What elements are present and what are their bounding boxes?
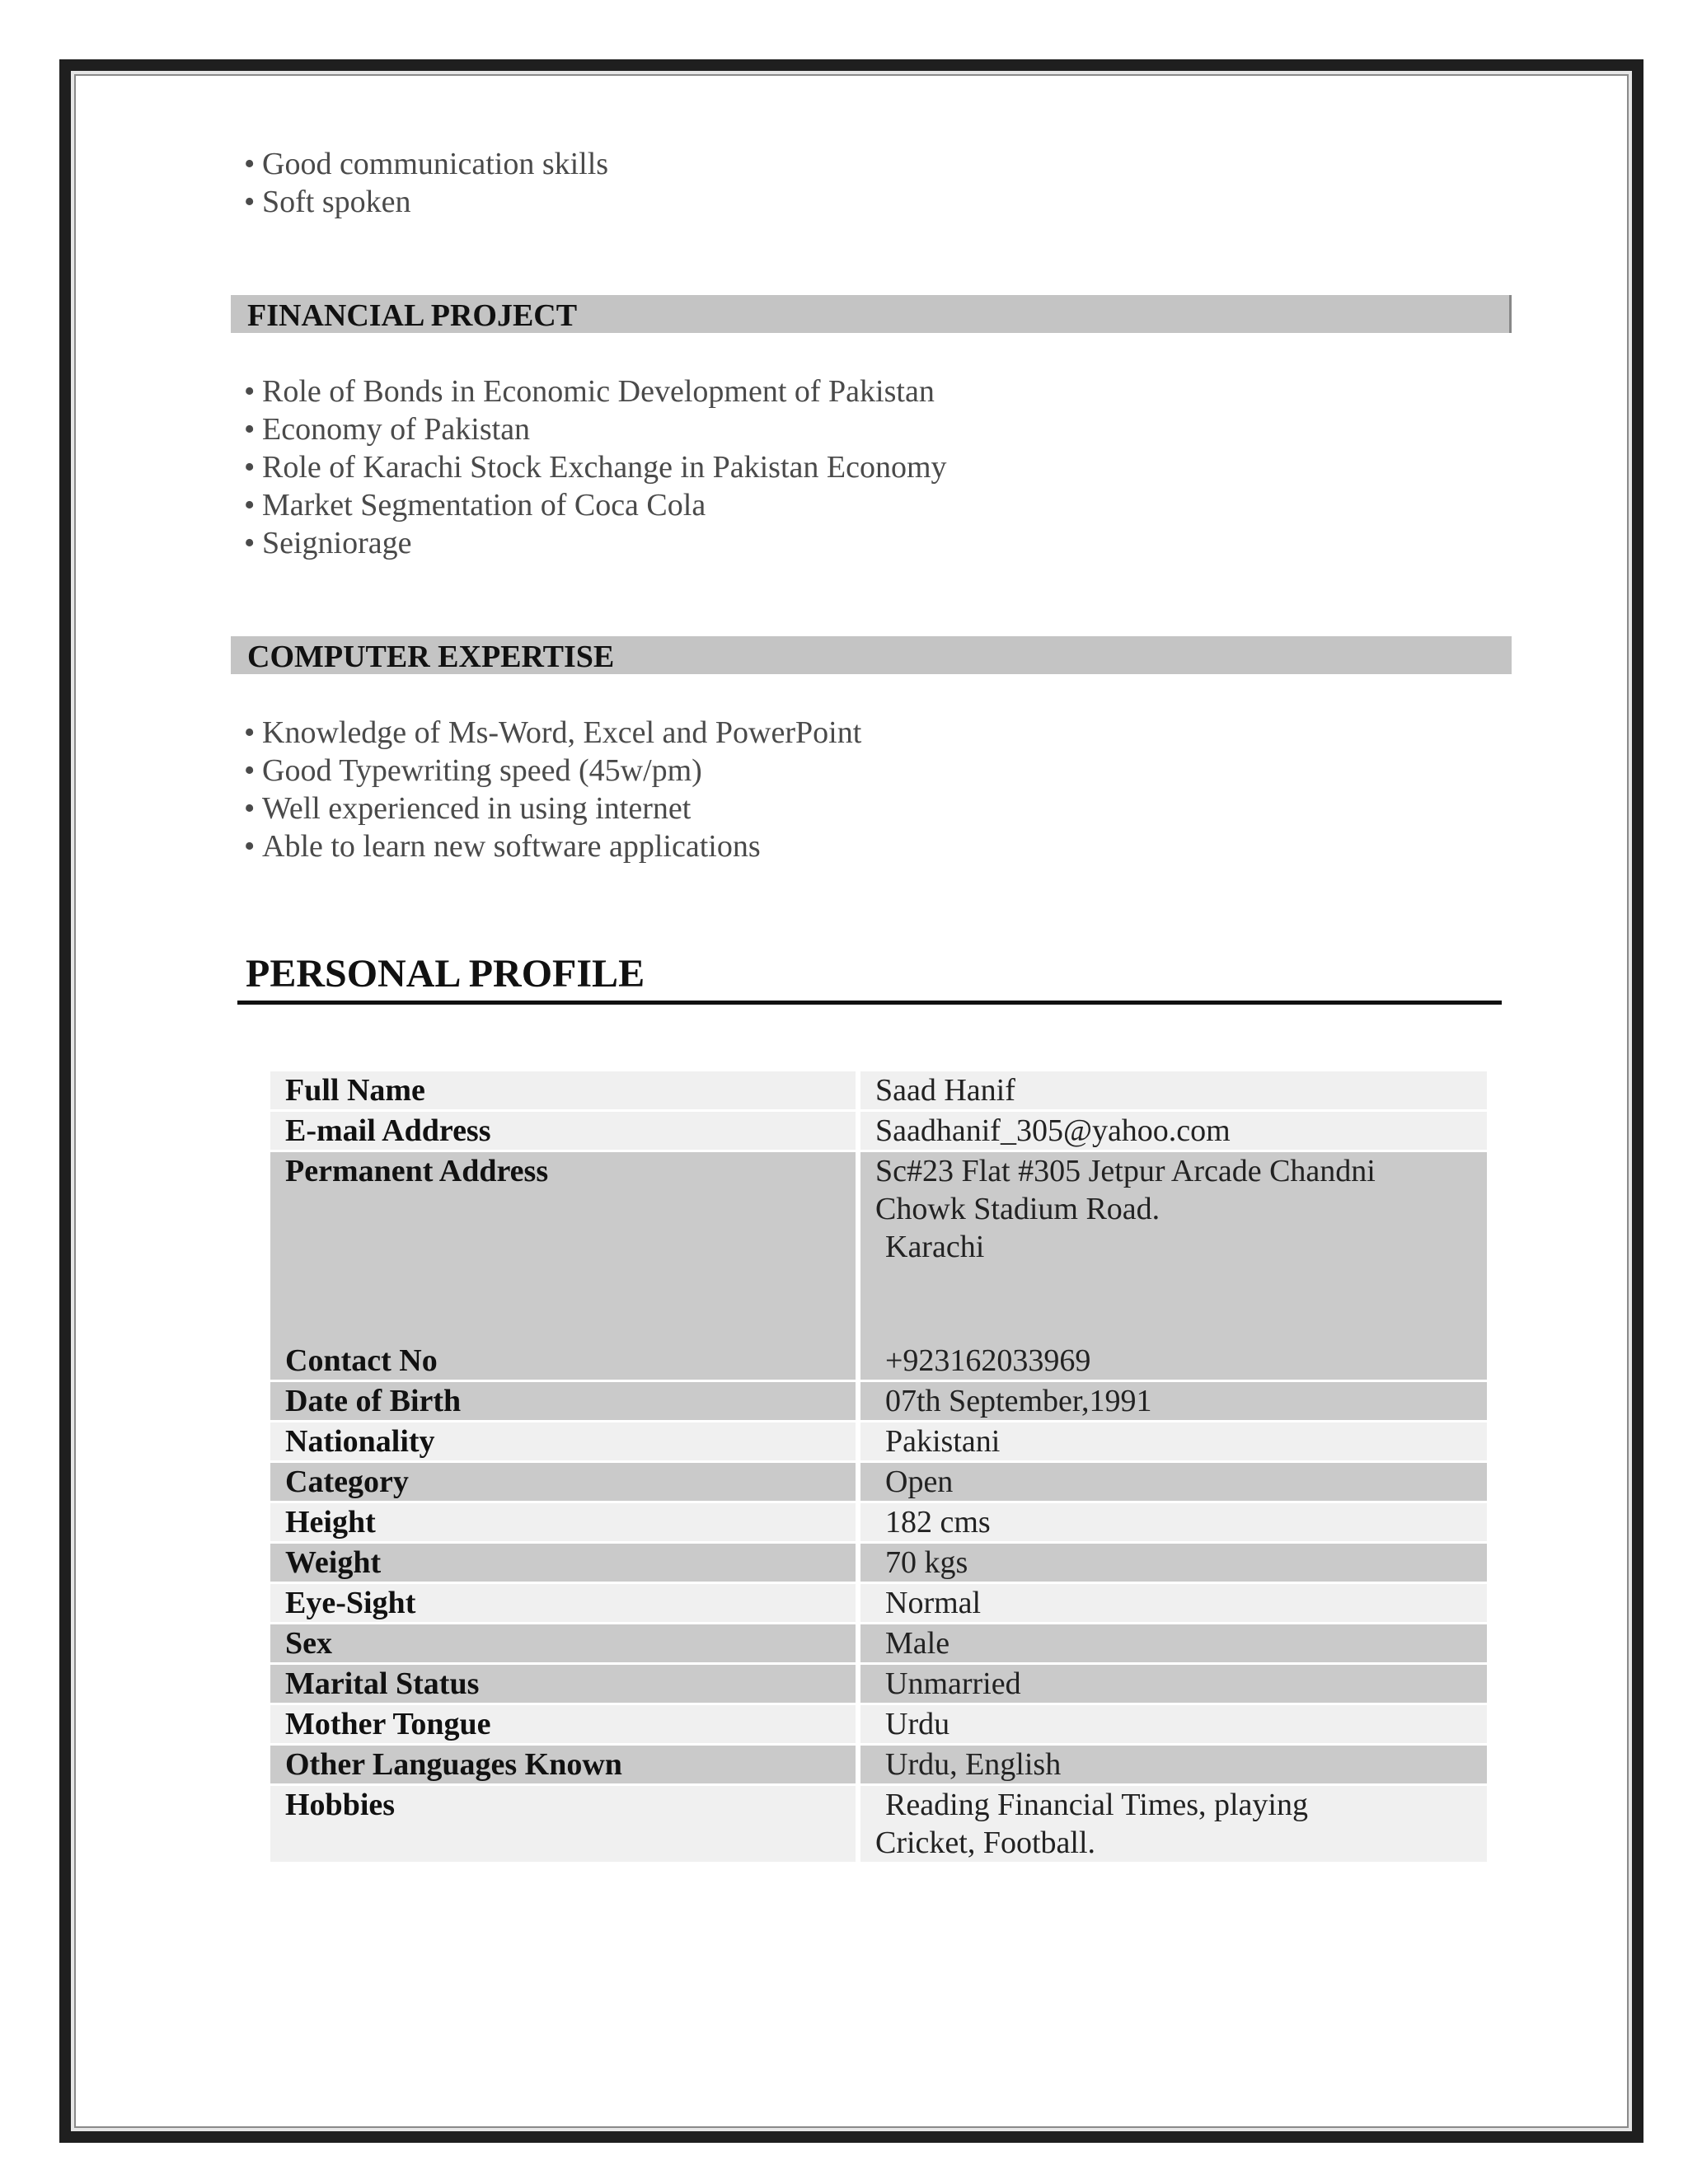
row-label: Sex	[270, 1624, 856, 1662]
row-label: Nationality	[270, 1422, 856, 1460]
table-row	[270, 1584, 1487, 1622]
personal-profile-table	[270, 1071, 1487, 1864]
list-item: • Seigniorage	[244, 524, 947, 562]
table-row	[270, 1112, 1487, 1150]
row-label: Date of Birth	[270, 1382, 856, 1420]
row-value: Unmarried	[860, 1665, 1487, 1703]
row-label: Contact No	[270, 1266, 856, 1380]
row-value: Male	[860, 1624, 1487, 1662]
row-value: Pakistani	[860, 1422, 1487, 1460]
row-label: Weight	[270, 1544, 856, 1582]
address-line: Chowk Stadium Road.	[875, 1192, 1160, 1226]
table-row	[270, 1544, 1487, 1582]
hobbies-line: Reading Financial Times, playing	[885, 1788, 1308, 1822]
hobbies-line: Cricket, Football.	[875, 1825, 1096, 1860]
row-value: Open	[860, 1463, 1487, 1501]
list-item: • Well experienced in using internet	[244, 790, 861, 827]
personal-profile-title: PERSONAL PROFILE	[246, 952, 645, 996]
list-item: • Good Typewriting speed (45w/pm)	[244, 752, 861, 790]
row-value: 70 kgs	[860, 1544, 1487, 1582]
list-item: • Role of Karachi Stock Exchange in Pakistan Economy	[244, 448, 947, 486]
row-value: 182 cms	[860, 1503, 1487, 1541]
row-label: Full Name	[270, 1071, 856, 1109]
row-value: 07th September,1991	[860, 1382, 1487, 1420]
bar-divider	[1509, 295, 1512, 333]
row-label: Marital Status	[270, 1665, 856, 1703]
address-line: Karachi	[885, 1230, 985, 1264]
row-value	[860, 1786, 1487, 1862]
section-title: COMPUTER EXPERTISE	[247, 640, 615, 674]
skills-list	[244, 145, 608, 221]
list-item: • Market Segmentation of Coca Cola	[244, 486, 947, 524]
row-label: Other Languages Known	[270, 1746, 856, 1783]
row-label: Height	[270, 1503, 856, 1541]
row-value: Saad Hanif	[860, 1071, 1487, 1109]
table-row	[270, 1665, 1487, 1703]
list-item: • Knowledge of Ms-Word, Excel and PowerPoint	[244, 714, 861, 752]
table-row	[270, 1463, 1487, 1501]
row-label: Eye-Sight	[270, 1584, 856, 1622]
row-value: Normal	[860, 1584, 1487, 1622]
title-underline	[237, 1001, 1502, 1005]
address-line: Sc#23 Flat #305 Jetpur Arcade Chandni	[875, 1154, 1376, 1188]
list-item: • Role of Bonds in Economic Development of Pakistan	[244, 373, 947, 410]
financial-project-header	[231, 295, 1512, 333]
list-item: • Economy of Pakistan	[244, 410, 947, 448]
list-item: • Good communication skills	[244, 145, 608, 183]
table-row	[270, 1422, 1487, 1460]
row-value: Urdu	[860, 1705, 1487, 1743]
table-row	[270, 1071, 1487, 1109]
row-value: Urdu, English	[860, 1746, 1487, 1783]
table-row	[270, 1152, 1487, 1266]
table-row	[270, 1746, 1487, 1783]
row-label: Permanent Address	[270, 1152, 856, 1266]
list-item: • Soft spoken	[244, 183, 608, 221]
table-row	[270, 1705, 1487, 1743]
section-title: FINANCIAL PROJECT	[247, 298, 578, 333]
table-row	[270, 1503, 1487, 1541]
row-label: E-mail Address	[270, 1112, 856, 1150]
row-value: Saadhanif_305@yahoo.com	[860, 1112, 1487, 1150]
row-label: Mother Tongue	[270, 1705, 856, 1743]
list-item: • Able to learn new software applications	[244, 827, 861, 865]
row-label: Hobbies	[270, 1786, 856, 1862]
computer-expertise-list	[244, 714, 861, 865]
row-value	[860, 1152, 1487, 1266]
row-value: +923162033969	[860, 1266, 1487, 1380]
financial-project-list	[244, 373, 947, 562]
table-row	[270, 1382, 1487, 1420]
computer-expertise-header	[231, 636, 1512, 674]
table-row	[270, 1786, 1487, 1862]
table-row	[270, 1624, 1487, 1662]
row-label: Category	[270, 1463, 856, 1501]
table-row	[270, 1266, 1487, 1380]
